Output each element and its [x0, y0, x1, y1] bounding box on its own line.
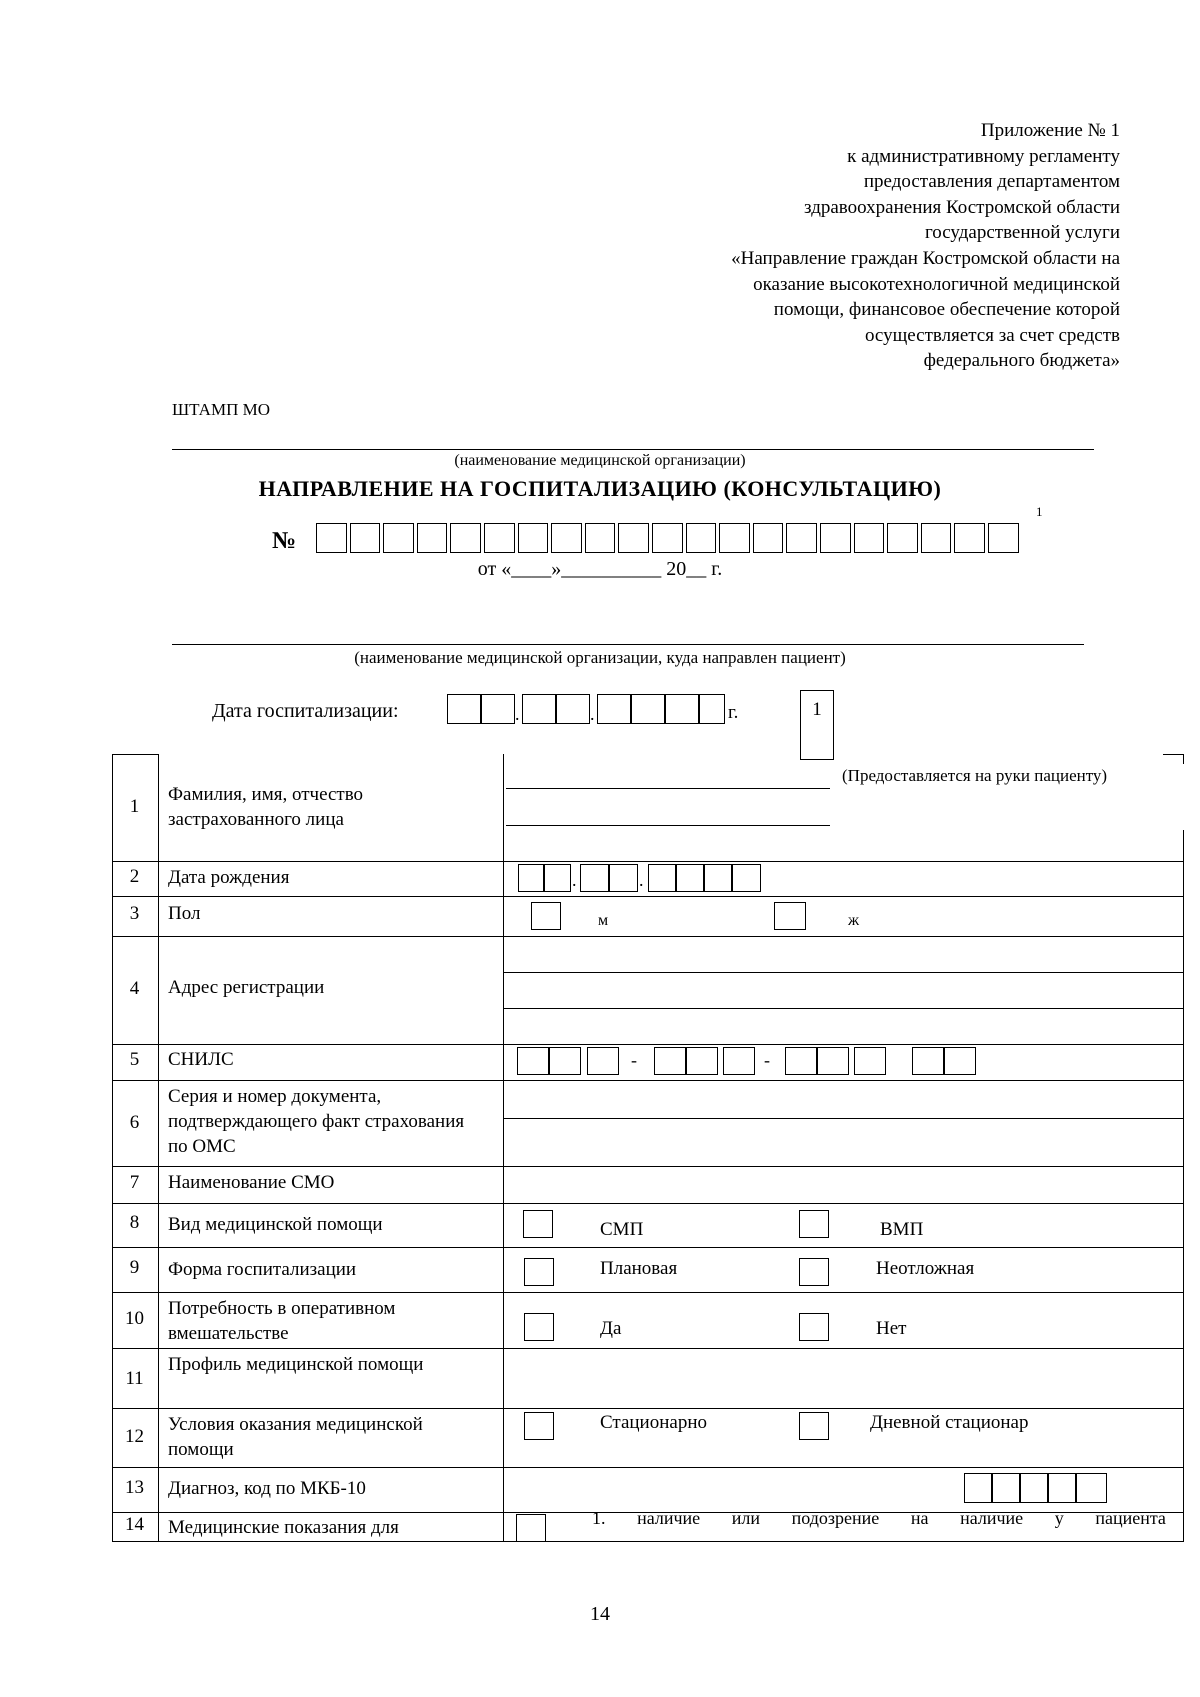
document-number-box[interactable]	[753, 523, 784, 553]
row-label-medical-indications: Медицинские показания для	[168, 1517, 399, 1538]
hosp-date-year-box[interactable]	[631, 694, 665, 724]
sex-male-checkbox[interactable]	[531, 902, 561, 930]
issue-date-line: от «____»__________ 20__ г.	[477, 558, 723, 580]
row-subline	[503, 1118, 1184, 1119]
row-number: 9	[129, 1257, 140, 1278]
hosp-date-month-box[interactable]	[522, 694, 556, 724]
full-name-line[interactable]	[506, 825, 830, 826]
row-number: 8	[129, 1212, 140, 1233]
hosp-date-year-box[interactable]	[597, 694, 631, 724]
indication-1-checkbox[interactable]	[516, 1514, 546, 1541]
hosp-date-month-box[interactable]	[556, 694, 590, 724]
row-number: 10	[125, 1308, 144, 1329]
indication-word: подозрение	[791, 1508, 880, 1528]
document-number-box[interactable]	[350, 523, 381, 553]
document-number-box[interactable]	[450, 523, 481, 553]
date-separator: .	[590, 704, 595, 724]
row-label-hospitalization-form: Форма госпитализации	[168, 1259, 357, 1280]
row-number: 7	[129, 1172, 140, 1193]
appendix-line: государственной услуги	[924, 222, 1120, 244]
surgery-no-label: Нет	[876, 1318, 907, 1339]
conditions-day-hospital-checkbox[interactable]	[799, 1412, 829, 1440]
care-type-vmp-checkbox[interactable]	[799, 1210, 829, 1238]
document-number-box[interactable]	[921, 523, 952, 553]
year-suffix: г.	[728, 702, 739, 723]
indication-word: 1.	[592, 1508, 606, 1528]
title-footnote: 1	[1036, 504, 1043, 519]
birth-date-box[interactable]	[609, 864, 638, 892]
row-number: 2	[129, 866, 140, 887]
row-separator	[112, 1203, 1184, 1204]
date-separator: .	[639, 870, 644, 890]
birth-date-box[interactable]	[676, 864, 704, 892]
row-separator	[112, 861, 1184, 862]
row-label-snils: СНИЛС	[168, 1049, 234, 1070]
surgery-yes-checkbox[interactable]	[524, 1313, 554, 1341]
document-title: НАПРАВЛЕНИЕ НА ГОСПИТАЛИЗАЦИЮ (КОНСУЛЬТАЦИЮ)	[258, 476, 942, 501]
appendix-line: осуществляется за счет средств	[864, 324, 1120, 346]
document-number-box[interactable]	[854, 523, 885, 553]
row-number: 4	[129, 978, 140, 999]
row-separator	[112, 1247, 1184, 1248]
row-label-oms-document: Серия и номер документа, подтверждающего факт страхования по ОМС	[168, 1086, 465, 1157]
destination-org-line	[172, 644, 1084, 645]
document-number-box[interactable]	[383, 523, 414, 553]
table-top	[1163, 754, 1183, 755]
appendix-line: здравоохранения Костромской области	[804, 196, 1120, 218]
snils-box[interactable]	[785, 1047, 817, 1075]
row-number: 6	[129, 1112, 140, 1133]
indication-1-text	[592, 1508, 1166, 1529]
document-number-box[interactable]	[484, 523, 515, 553]
document-number-box[interactable]	[551, 523, 582, 553]
icd-code-box[interactable]	[1076, 1473, 1107, 1503]
row-separator	[112, 1292, 1184, 1293]
tab-marker: 1	[800, 690, 834, 760]
appendix-header	[600, 118, 1120, 374]
document-number-box[interactable]	[417, 523, 448, 553]
sex-female-checkbox[interactable]	[774, 902, 806, 930]
conditions-inpatient-label: Стационарно	[600, 1412, 707, 1433]
appendix-line: федерального бюджета»	[923, 350, 1120, 372]
appendix-line: «Направление граждан Костромской области на	[731, 247, 1120, 269]
surgery-no-checkbox[interactable]	[799, 1313, 829, 1341]
snils-box[interactable]	[854, 1047, 886, 1075]
row-number: 13	[125, 1477, 144, 1498]
hosp-date-day-box[interactable]	[447, 694, 481, 724]
hosp-date-year-box[interactable]	[699, 694, 725, 724]
page-number: 14	[590, 1603, 610, 1625]
care-type-vmp-label: ВМП	[880, 1219, 924, 1240]
row-subline	[503, 1008, 1184, 1009]
row-label-smo-name: Наименование СМО	[168, 1172, 335, 1193]
icd-code-box[interactable]	[964, 1473, 992, 1503]
row-number: 1	[129, 796, 140, 817]
row-number: 11	[125, 1368, 144, 1389]
date-separator: .	[572, 870, 577, 890]
row-label-registration-address: Адрес регистрации	[168, 977, 325, 998]
birth-date-box[interactable]	[544, 864, 571, 892]
icd-code-box[interactable]	[1048, 1473, 1076, 1503]
care-type-smp-checkbox[interactable]	[523, 1210, 553, 1238]
row-label-care-conditions: Условия оказания медицинской помощи	[168, 1414, 423, 1460]
snils-box[interactable]	[549, 1047, 581, 1075]
document-number-box[interactable]	[954, 523, 985, 553]
snils-box[interactable]	[912, 1047, 944, 1075]
stamp-label: ШТАМП МО	[172, 400, 270, 419]
document-number-box[interactable]	[618, 523, 649, 553]
conditions-inpatient-checkbox[interactable]	[524, 1412, 554, 1440]
row-label-full-name: Фамилия, имя, отчество застрахованного лица	[168, 784, 364, 830]
table-bottom	[112, 1541, 1184, 1542]
care-type-smp-label: СМП	[600, 1219, 644, 1240]
org-name-caption: (наименование медицинской организации)	[454, 452, 746, 469]
appendix-line: предоставления департаментом	[863, 171, 1120, 193]
snils-box[interactable]	[654, 1047, 686, 1075]
row-separator	[112, 1467, 1184, 1468]
conditions-day-hospital-label: Дневной стационар	[870, 1412, 1029, 1433]
indication-word: у	[1054, 1508, 1064, 1528]
row-label-sex: Пол	[168, 903, 201, 924]
birth-date-box[interactable]	[732, 864, 761, 892]
form-urgent-checkbox[interactable]	[799, 1258, 829, 1286]
row-label-birth-date: Дата рождения	[168, 867, 290, 888]
birth-date-box[interactable]	[518, 864, 544, 892]
hosp-date-year-box[interactable]	[665, 694, 699, 724]
document-number-box[interactable]	[518, 523, 549, 553]
table-border-num	[158, 754, 159, 1541]
appendix-line: Приложение № 1	[980, 120, 1120, 141]
appendix-line: к административному регламенту	[847, 145, 1120, 167]
indication-word: или	[731, 1508, 761, 1528]
indication-word: на	[910, 1508, 929, 1528]
document-number-box[interactable]	[786, 523, 817, 553]
row-separator	[112, 1080, 1184, 1081]
document-number-box[interactable]	[686, 523, 717, 553]
birth-date-box[interactable]	[648, 864, 676, 892]
snils-box[interactable]	[944, 1047, 976, 1075]
row-separator	[112, 1166, 1184, 1167]
row-separator	[112, 896, 1184, 897]
indication-word: пациента	[1095, 1508, 1166, 1528]
row-label-care-profile: Профиль медицинской помощи	[168, 1354, 424, 1375]
snils-box[interactable]	[587, 1047, 619, 1075]
birth-date-box[interactable]	[704, 864, 732, 892]
row-number: 5	[129, 1049, 140, 1070]
form-planned-label: Плановая	[600, 1258, 678, 1279]
sex-female-label: ж	[848, 912, 860, 929]
row-separator	[112, 1044, 1184, 1045]
indication-word: наличие	[960, 1508, 1024, 1528]
form-planned-checkbox[interactable]	[524, 1258, 554, 1286]
indication-word: наличие	[637, 1508, 701, 1528]
row-number: 14	[125, 1514, 144, 1535]
table-border-mid	[503, 754, 504, 1541]
snils-box[interactable]	[517, 1047, 549, 1075]
hosp-date-day-box[interactable]	[481, 694, 515, 724]
full-name-line[interactable]	[506, 788, 830, 789]
date-separator: .	[515, 704, 520, 724]
snils-box[interactable]	[686, 1047, 718, 1075]
row-label-diagnosis: Диагноз, код по МКБ-10	[168, 1478, 366, 1499]
row-label-care-type: Вид медицинской помощи	[168, 1214, 383, 1235]
row-separator	[112, 1408, 1184, 1409]
number-label: №	[272, 528, 297, 554]
document-number-box[interactable]	[719, 523, 750, 553]
document-number-box[interactable]	[887, 523, 918, 553]
row-subline	[503, 972, 1184, 973]
document-number-box[interactable]	[820, 523, 851, 553]
appendix-line: помощи, финансовое обеспечение которой	[773, 299, 1120, 321]
document-number-box[interactable]	[585, 523, 616, 553]
row-separator	[112, 1348, 1184, 1349]
surgery-yes-label: Да	[600, 1318, 622, 1339]
row-separator	[112, 936, 1184, 937]
sex-male-label: м	[598, 912, 609, 929]
document-number-box[interactable]	[988, 523, 1019, 553]
row-number: 3	[129, 903, 140, 924]
snils-box[interactable]	[817, 1047, 849, 1075]
form-urgent-label: Неотложная	[876, 1258, 975, 1279]
patient-copy-note: (Предоставляется на руки пациенту)	[842, 766, 1108, 785]
destination-org-caption: (наименование медицинской организации, куда направлен пациент)	[354, 648, 846, 667]
snils-box[interactable]	[723, 1047, 755, 1075]
document-number-box[interactable]	[652, 523, 683, 553]
icd-code-box[interactable]	[1020, 1473, 1048, 1503]
row-number: 12	[125, 1426, 144, 1447]
snils-separator: -	[764, 1050, 770, 1070]
snils-separator: -	[631, 1050, 637, 1070]
icd-code-box[interactable]	[992, 1473, 1020, 1503]
table-top	[112, 754, 159, 755]
hospitalization-date-label: Дата госпитализации:	[212, 700, 399, 722]
row-label-surgery-need: Потребность в оперативном вмешательстве	[168, 1298, 396, 1344]
birth-date-box[interactable]	[580, 864, 609, 892]
appendix-line: оказание высокотехнологичной медицинской	[753, 273, 1120, 295]
table-border-right	[1183, 754, 1184, 764]
document-number-box[interactable]	[316, 523, 347, 553]
org-name-line	[172, 449, 1094, 450]
